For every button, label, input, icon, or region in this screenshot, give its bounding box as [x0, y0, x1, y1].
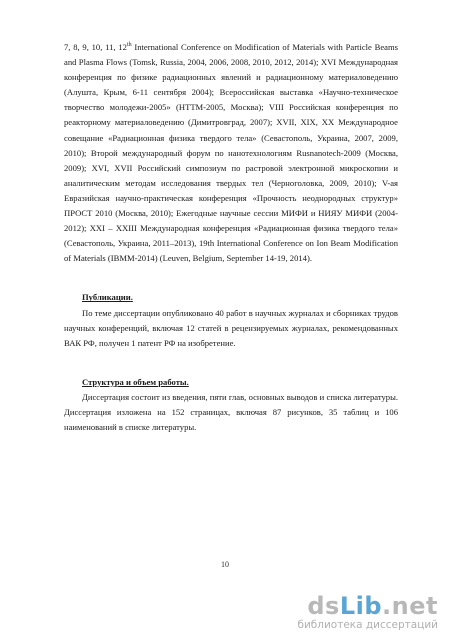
- watermark-subtitle: библиотека диссертаций: [297, 619, 438, 631]
- conference-list-start: 7, 8, 9, 10, 11, 12: [64, 42, 127, 52]
- structure-heading-line: Структура и объем работы.: [82, 376, 189, 387]
- publications-paragraph: По теме диссертации опубликовано 40 работ в научных журналах и сборниках трудов научных конференций, включая 12 статей в рецензируемых журналах, рекомендованных ВАК РФ, получен 1 патент РФ на изобретение.: [64, 307, 398, 348]
- publications-heading: Публикации: [82, 292, 131, 303]
- conference-list-rest: International Conference on Modification of Materials with Particle Beams and Plasma Flows (Tomsk, Russia, 2004, 2006, 2008, 2010, 2012, 2014); XVI Международная конференция по физике радиационных явлений и радиационному материаловедению (Алушта, Крым, 6-11 сентября 2004); Всероссийская выставка «Научно-техническое творчество молодежи-2005» (НТТМ-2005, Москва); VIII Российская конференция по реакторному материаловедению (Димитровград, 2007); XVII, XIX, XX Международное совещание «Радиационная физика твердого тела» (Севастополь, Украина, 2007, 2009, 2010); Второй международный форум по нанотехнологиям Rusnanotech-2009 (Москва, 2009); XVI, XVII Российский симпозиум по растровой электронной микроскопии и аналитическим методам исследования твердых тел (Черноголовка, 2009, 2010); V-ая Евразийская научно-практическая конференция «Прочность неоднородных структур» ПРОСТ 2010 (Москва, 2010); Ежегодные научные сессии МИФИ и НИЯУ МИФИ (2004-2012); XXI – XXIII Международная конференция «Радиационная физика твердого тела» (Севастополь, Украина, 2011–2013), 19th International Conference on Ion Beam Modification of Materials (IBMM-2014) (Leuven, Belgium, September 14-19, 2014).: [64, 42, 398, 264]
- conference-list-paragraph: [64, 40, 398, 266]
- watermark-brand: dsLib.net: [307, 592, 438, 620]
- structure-heading: Структура и объем работы: [82, 376, 187, 387]
- document-body: [64, 40, 398, 435]
- structure-paragraph: Диссертация состоит из введения, пяти глав, основных выводов и списка литературы. Диссертация изложена на 152 страницах, включая 87 рисунков, 35 таблиц и 106 наименований в списке литературы.: [64, 391, 398, 433]
- ordinal-superscript: th: [126, 42, 132, 49]
- dslib-watermark-logo: [288, 593, 438, 631]
- page-number: 10: [221, 560, 229, 569]
- publications-heading-line: Публикации.: [82, 292, 133, 303]
